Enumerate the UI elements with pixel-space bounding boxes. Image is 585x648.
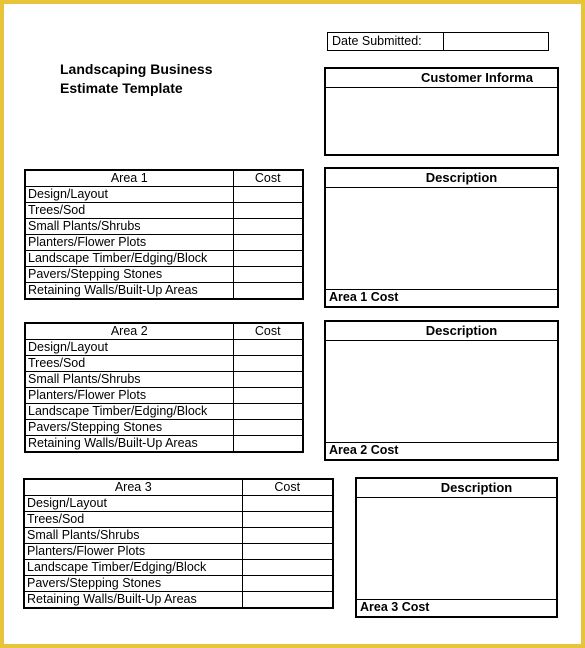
table-row (25, 219, 303, 235)
table-row (25, 251, 303, 267)
table-row (25, 388, 303, 404)
table-row (25, 203, 303, 219)
area-2-description-box (324, 320, 559, 461)
date-submitted-label: Date Submitted: (328, 33, 444, 50)
item-label: Landscape Timber/Edging/Block (25, 404, 233, 420)
item-label: Design/Layout (24, 496, 242, 512)
table-row (25, 356, 303, 372)
item-label: Planters/Flower Plots (25, 388, 233, 404)
area-3-description-box (355, 477, 558, 618)
customer-info-box (324, 67, 559, 156)
item-label: Design/Layout (25, 187, 233, 203)
table-row (24, 512, 333, 528)
table-row (24, 528, 333, 544)
area-2-cost-total: Area 2 Cost (326, 442, 557, 459)
cost-cell[interactable] (242, 512, 333, 528)
table-row (24, 592, 333, 609)
table-row (24, 544, 333, 560)
item-label: Retaining Walls/Built-Up Areas (25, 436, 233, 453)
table-row (25, 235, 303, 251)
area-1-description-body[interactable] (326, 188, 557, 289)
area-2-header: Area 2 (25, 323, 233, 340)
item-label: Small Plants/Shrubs (25, 219, 233, 235)
item-label: Trees/Sod (24, 512, 242, 528)
item-label: Trees/Sod (25, 203, 233, 219)
area-3-header: Area 3 (24, 479, 242, 496)
table-row (25, 436, 303, 453)
area-3-cost-total: Area 3 Cost (357, 599, 556, 616)
item-label: Pavers/Stepping Stones (24, 576, 242, 592)
title-line-1: Landscaping Business (60, 61, 213, 77)
cost-cell[interactable] (242, 496, 333, 512)
cost-cell[interactable] (242, 592, 333, 609)
date-submitted-value[interactable] (444, 33, 548, 50)
cost-cell[interactable] (233, 436, 303, 453)
cost-cell[interactable] (233, 267, 303, 283)
item-label: Design/Layout (25, 340, 233, 356)
area-1-table (24, 169, 304, 300)
area-2-description-header: Description (326, 322, 557, 341)
area-1-header: Area 1 (25, 170, 233, 187)
date-submitted-field (327, 32, 549, 51)
table-row (25, 340, 303, 356)
cost-cell[interactable] (233, 404, 303, 420)
table-row (24, 576, 333, 592)
area-1-description-box (324, 167, 559, 308)
item-label: Small Plants/Shrubs (25, 372, 233, 388)
area-2-description-body[interactable] (326, 341, 557, 442)
cost-cell[interactable] (242, 528, 333, 544)
area-2-cost-header: Cost (233, 323, 303, 340)
table-row (25, 420, 303, 436)
item-label: Pavers/Stepping Stones (25, 420, 233, 436)
item-label: Trees/Sod (25, 356, 233, 372)
cost-cell[interactable] (242, 544, 333, 560)
item-label: Pavers/Stepping Stones (25, 267, 233, 283)
item-label: Landscape Timber/Edging/Block (24, 560, 242, 576)
document-title (60, 60, 212, 98)
cost-cell[interactable] (233, 219, 303, 235)
area-3-description-body[interactable] (357, 498, 556, 599)
cost-cell[interactable] (233, 187, 303, 203)
cost-cell[interactable] (233, 356, 303, 372)
item-label: Small Plants/Shrubs (24, 528, 242, 544)
area-3-description-header: Description (357, 479, 556, 498)
cost-cell[interactable] (233, 420, 303, 436)
table-row (24, 560, 333, 576)
table-row (25, 372, 303, 388)
area-3-table (23, 478, 334, 609)
cost-cell[interactable] (233, 235, 303, 251)
area-1-cost-header: Cost (233, 170, 303, 187)
item-label: Retaining Walls/Built-Up Areas (24, 592, 242, 609)
item-label: Planters/Flower Plots (24, 544, 242, 560)
area-1-cost-total: Area 1 Cost (326, 289, 557, 306)
cost-cell[interactable] (233, 372, 303, 388)
estimate-sheet (4, 4, 581, 644)
cost-cell[interactable] (233, 283, 303, 300)
customer-info-header: Customer Informa (326, 69, 557, 88)
table-row (25, 187, 303, 203)
item-label: Landscape Timber/Edging/Block (25, 251, 233, 267)
table-row (25, 404, 303, 420)
cost-cell[interactable] (233, 251, 303, 267)
table-row (24, 496, 333, 512)
item-label: Planters/Flower Plots (25, 235, 233, 251)
area-1-description-header: Description (326, 169, 557, 188)
table-row (25, 267, 303, 283)
cost-cell[interactable] (242, 576, 333, 592)
area-3-cost-header: Cost (242, 479, 333, 496)
title-line-2: Estimate Template (60, 80, 183, 96)
cost-cell[interactable] (233, 388, 303, 404)
cost-cell[interactable] (242, 560, 333, 576)
area-2-table (24, 322, 304, 453)
cost-cell[interactable] (233, 340, 303, 356)
item-label: Retaining Walls/Built-Up Areas (25, 283, 233, 300)
cost-cell[interactable] (233, 203, 303, 219)
table-row (25, 283, 303, 300)
